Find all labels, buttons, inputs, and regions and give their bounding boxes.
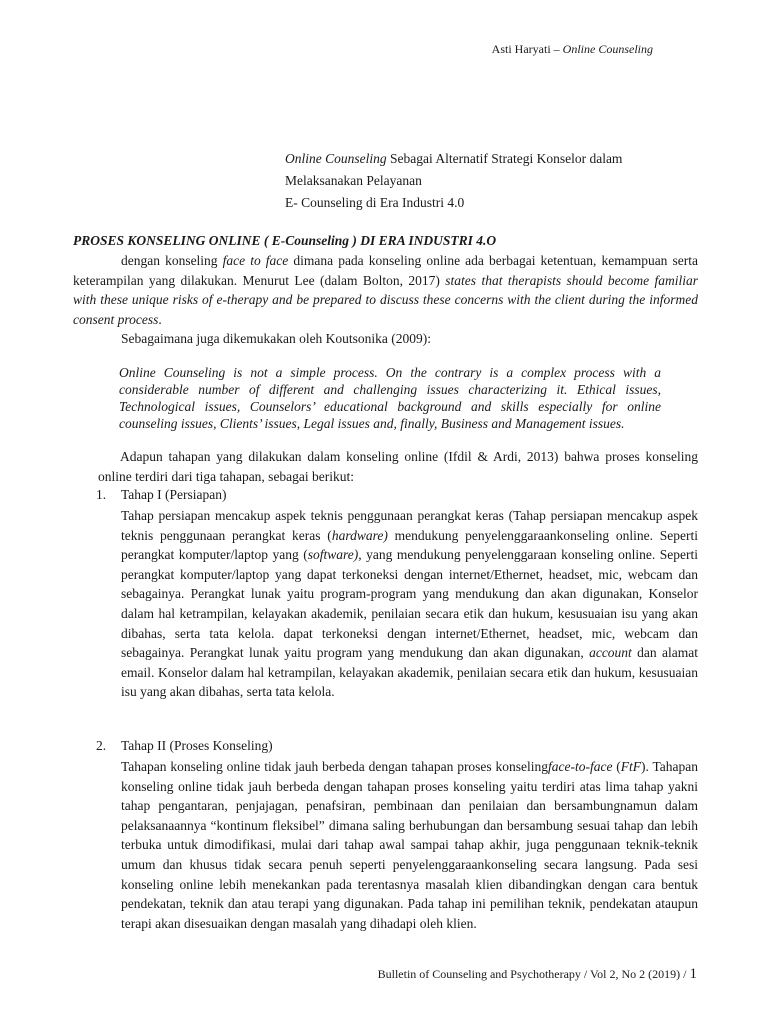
article-title-rest: Sebagai Alternatif Strategi Konselor dalam — [386, 151, 623, 166]
article-title-line-1 — [285, 151, 622, 167]
stage-2-text-2: ( — [612, 759, 621, 774]
stages-intro: Adapun tahapan yang dilakukan dalam konseling online (Ifdil & Ardi, 2013) bahwa proses konseling online terdiri dari tiga tahapan, sebagai berikut: — [98, 449, 698, 484]
page-number: 1 — [689, 966, 697, 982]
stage-2-title: Tahap II (Proses Konseling) — [121, 738, 273, 753]
stage-1-text-2: mendukung penyelenggaraankonseling online. Seperti perangkat komputer/laptop yang ( — [121, 527, 698, 563]
running-head-title: Online Counseling — [562, 42, 653, 56]
stage-2-body — [121, 757, 698, 933]
koutsonika-intro: Sebagaimana juga dikemukakan oleh Koutsonika (2009): — [121, 331, 432, 346]
stage-1-text-1: Tahap persiapan mencakup aspek teknis penggunaan perangkat keras (Tahap persiapan mencakup aspek teknis penggunaan perangkat keras ( — [121, 508, 698, 543]
intro-text-1: dengan konseling — [121, 253, 223, 268]
article-title-line-2: Melaksanakan Pelayanan — [285, 173, 422, 188]
running-head — [492, 42, 653, 57]
page-footer — [378, 966, 697, 983]
stage-1-software: software), — [307, 547, 362, 563]
block-quote: Online Counseling is not a simple process. On the contrary is a complex process with a considerable number of different and challenging issues characterizing it. Ethical issues, Technological issues, Counselors’ educational background and skills especially for online counseling issues, Clients’ issues, Legal issues and, finally, Business and Management issues. — [119, 365, 661, 431]
stage-1-text-4: dan alamat email. Konselor dalam hal ketrampilan, kelayakan akademik, penilaian secara etik dan hukum, kesusuaian isu yang akan dibahas, serta tata kelola. — [121, 645, 698, 700]
intro-lee-quote: states that therapists should become familiar with these unique risks of e-therapy and be prepared to discuss these concerns with the client during the informed consent process — [73, 272, 698, 327]
stage-1-text-3: yang mendukung penyelenggaraan konseling online. Seperti perangkat komputer/laptop yang dapat terkoneksi dengan internet/Ethernet, headset, mic, webcam dan sebagainya. Perangkat lunak yaitu program-program yang mendukung dan akan digunakan, Konselor dalam hal ketrampilan, kelayakan akademik, penilaian secara etik dan hukum, kesusuaian isu yang akan dibahas, serta tata kelola. dapat terkoneksi dengan internet/Ethernet, headset, mic, webcam dan sebagainya. Perangkat lunak yaitu program yang mendukung dan akan digunakan, — [121, 547, 698, 661]
stage-1-hardware: hardware) — [331, 527, 388, 543]
stage-1-title: Tahap I (Persiapan) — [121, 487, 227, 502]
stage-2-ftf: FtF — [620, 759, 642, 774]
stage-2-text-1: Tahapan konseling online tidak jauh berbeda dengan tahapan proses konseling — [121, 759, 548, 774]
article-subtitle: E- Counseling di Era Industri 4.0 — [285, 195, 465, 210]
intro-text-3: . — [158, 311, 162, 327]
stage-1-body — [121, 506, 698, 702]
intro-paragraph — [73, 251, 698, 329]
running-head-author: Asti Haryati – — [491, 42, 563, 56]
stage-2-text-3: ). Tahapan konseling online tidak jauh berbeda dengan tahapan proses konseling yaitu terdiri atas lima tahap yakni tahap pengantaran, penjajagan, penafsiran, pembinaan dan penilaian dan bersambungnamun dalam pelaksanaannya “kontinum fleksibel” dimana saling berhubungan dan bersambung sesuai tahap dan lebih terbuka untuk dimodifikasi, mulai dari tahap awal sampai tahap akhir, juga penggunaan teknik-teknik umum dan khusus tidak secara penuh seperti penyelenggaraankonseling secara langsung. Pada sesi konseling online lebih menekankan pada terentasnya masalah klien dibandingkan dengan cara bentuk pendekatan, teknik dan atau terapi yang digunakan. Pada tahap ini pemilihan teknik, pendekatan ataupun terapi akan disesuaikan dengan masalah yang dihadapi oleh klien. — [121, 759, 698, 931]
section-heading: PROSES KONSELING ONLINE ( E-Counseling ) DI ERA INDUSTRI 4.O — [73, 233, 497, 248]
stage-1-account: account — [589, 645, 632, 661]
stage-2-marker: 2. — [96, 738, 107, 753]
stage-1-marker: 1. — [96, 487, 107, 502]
footer-journal: Bulletin of Counseling and Psychotherapy / Vol 2, No 2 (2019) / — [377, 967, 687, 981]
article-title-italic: Online Counseling — [285, 151, 387, 166]
stage-2-face-to-face: face-to-face — [548, 759, 613, 774]
intro-text-face-to-face: face to face — [222, 253, 289, 268]
intro-text-2: dimana pada konseling online ada berbagai ketentuan, kemampuan serta keterampilan yang dilakukan. Menurut Lee (dalam Bolton, 2017) — [73, 253, 699, 288]
